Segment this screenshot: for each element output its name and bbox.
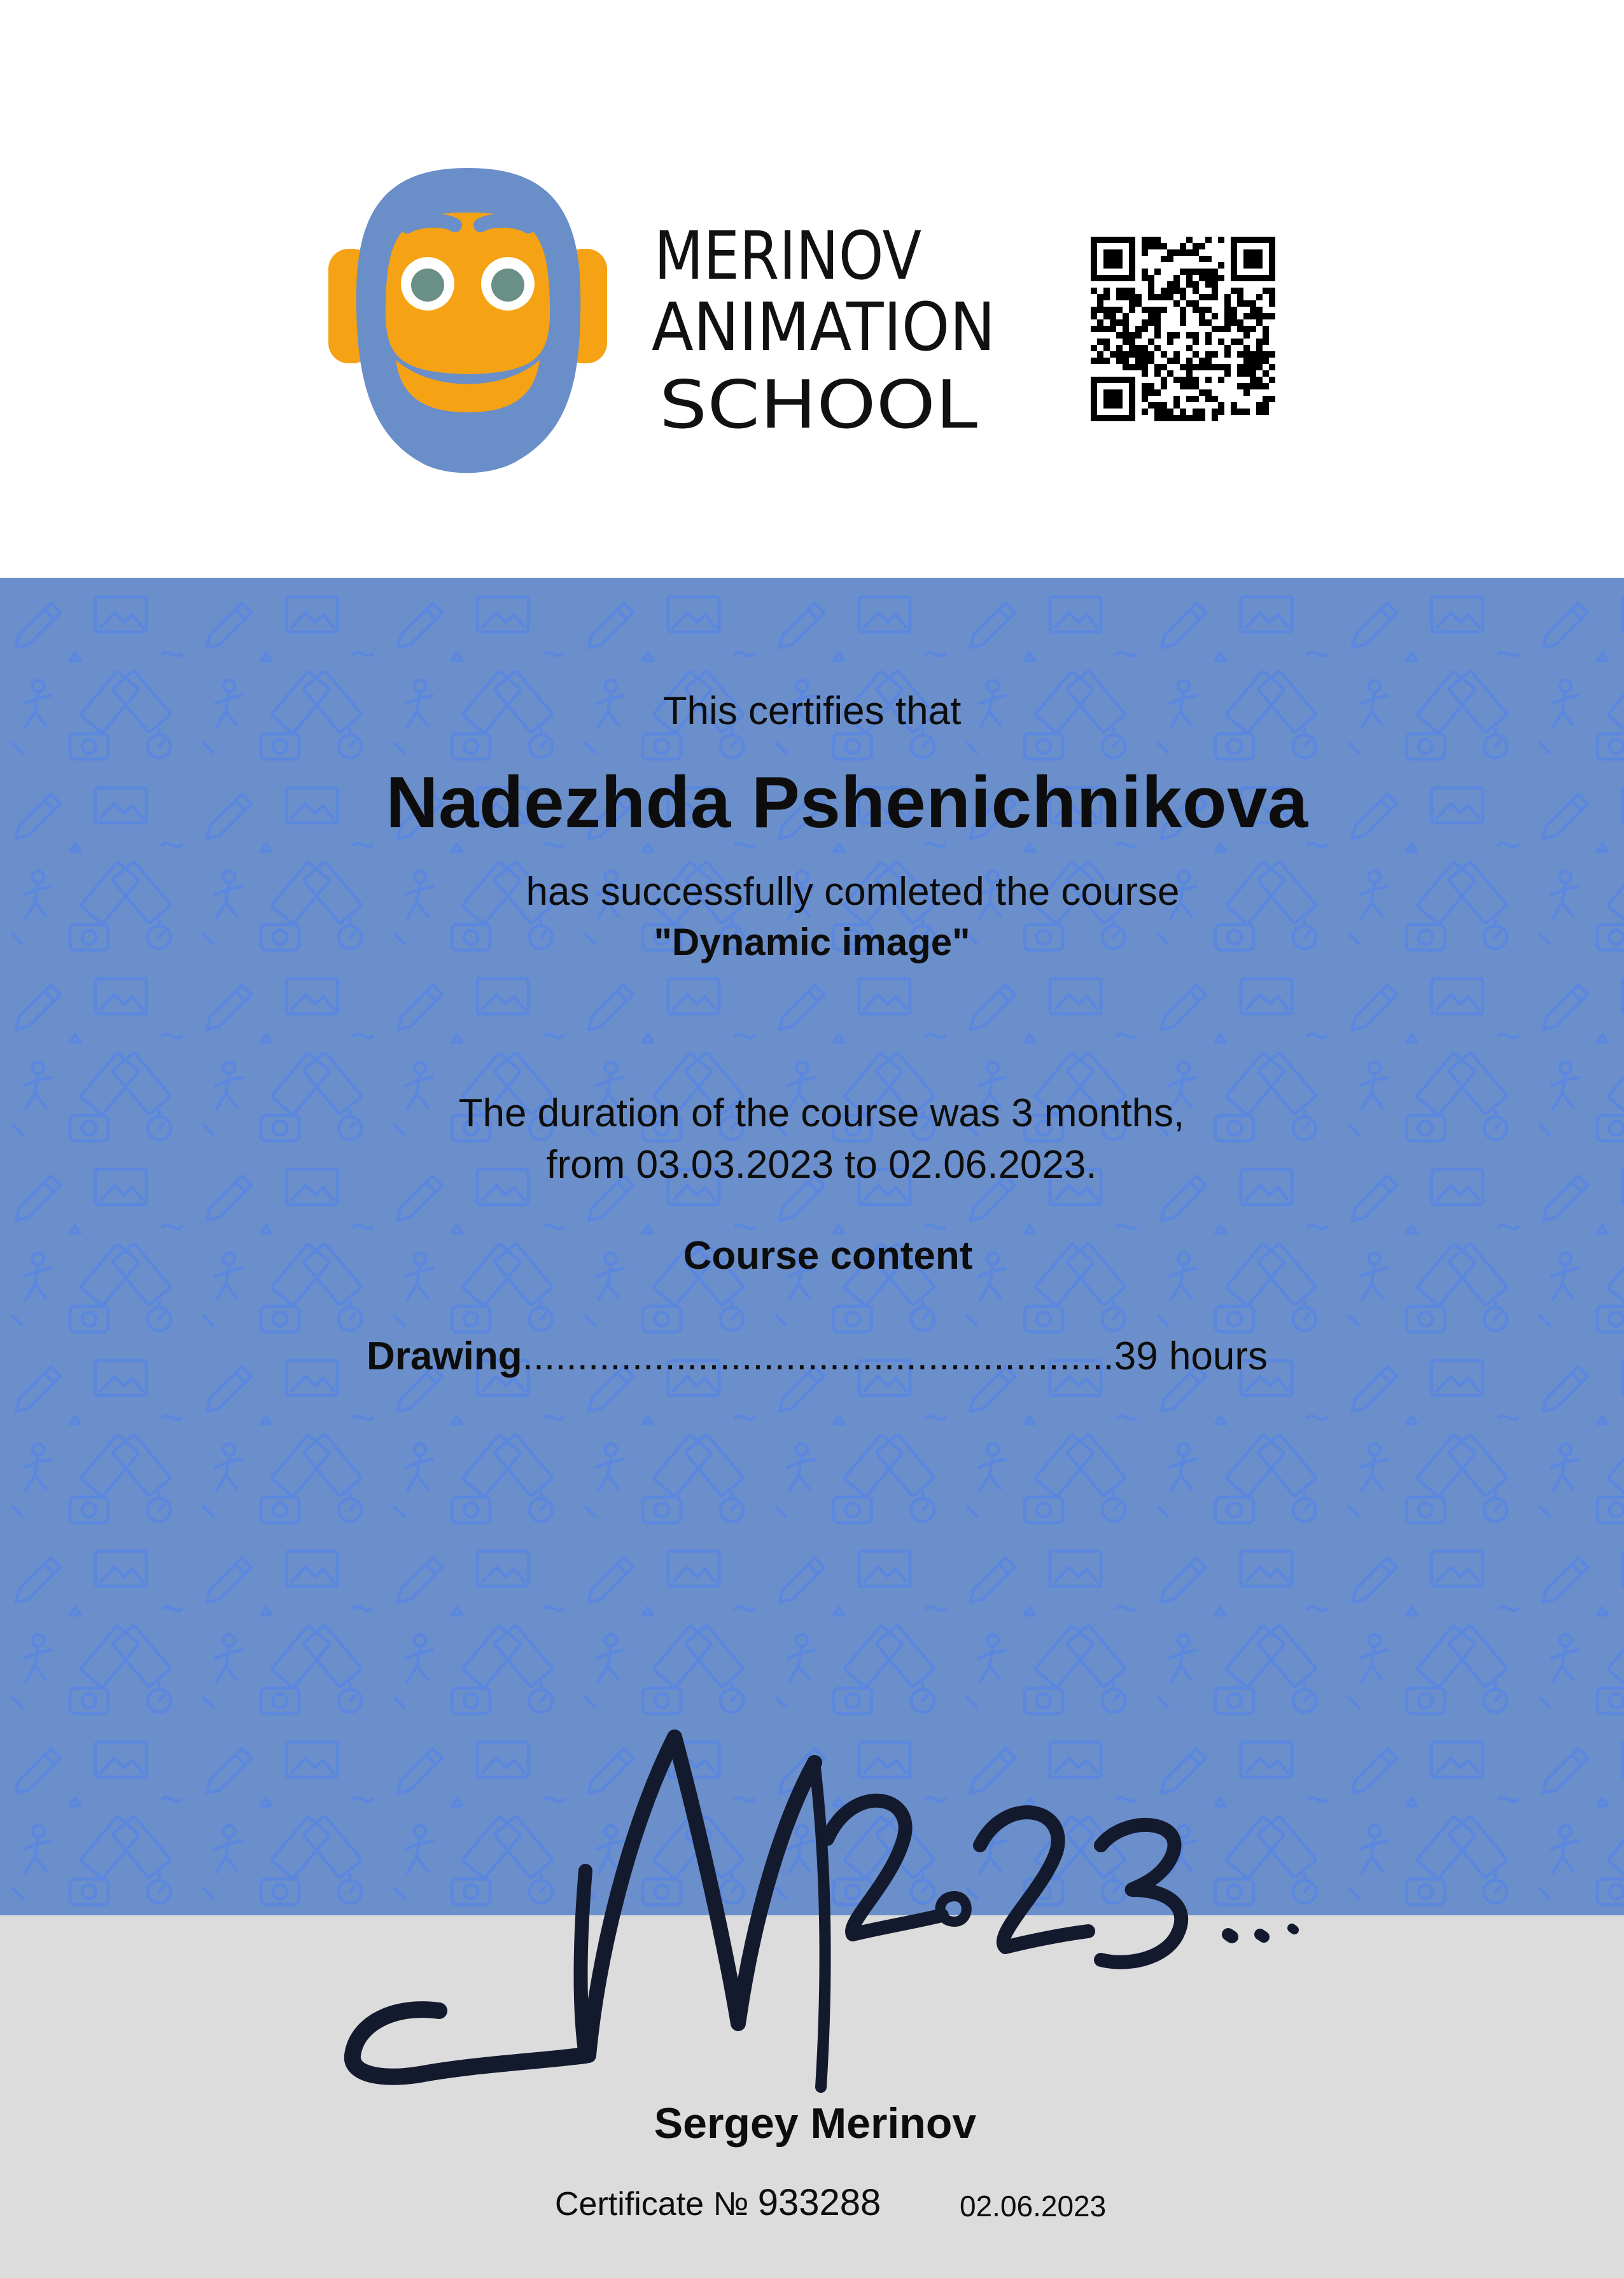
content-subject: Drawing [367, 1334, 522, 1378]
certificate-header [0, 0, 1624, 578]
wordmark-line-3: SCHOOL [659, 366, 977, 444]
wordmark-line-2: ANIMATION [652, 288, 995, 366]
certificate-number-line [555, 2181, 881, 2224]
school-wordmark [648, 210, 1004, 445]
course-dates: from 03.03.2023 to 02.06.2023. [546, 1143, 1097, 1187]
robot-face-logo-icon [325, 163, 611, 481]
certificate-number: 933288 [757, 2182, 881, 2223]
certifies-text: This certifies that [662, 689, 962, 733]
wordmark-line-1: MERINOV [654, 217, 922, 295]
completion-text: has successfully comleted the course [526, 870, 1180, 914]
recipient-name: Nadezhda Pshenichnikova [386, 762, 1308, 843]
handwritten-signature [344, 1680, 1324, 2100]
certificate-label: Certificate № [555, 2186, 749, 2223]
certificate-date: 02.06.2023 [960, 2190, 1107, 2223]
course-name: "Dynamic image" [654, 921, 970, 963]
signer-name: Sergey Merinov [654, 2099, 977, 2148]
content-leader-dots: ...................................................... [522, 1334, 1114, 1378]
course-content-row [367, 1334, 1321, 1379]
course-duration: The duration of the course was 3 months, [458, 1091, 1185, 1135]
qr-code-icon [1091, 237, 1275, 421]
course-content-heading: Course content [683, 1234, 973, 1278]
content-hours: 39 hours [1114, 1334, 1268, 1378]
